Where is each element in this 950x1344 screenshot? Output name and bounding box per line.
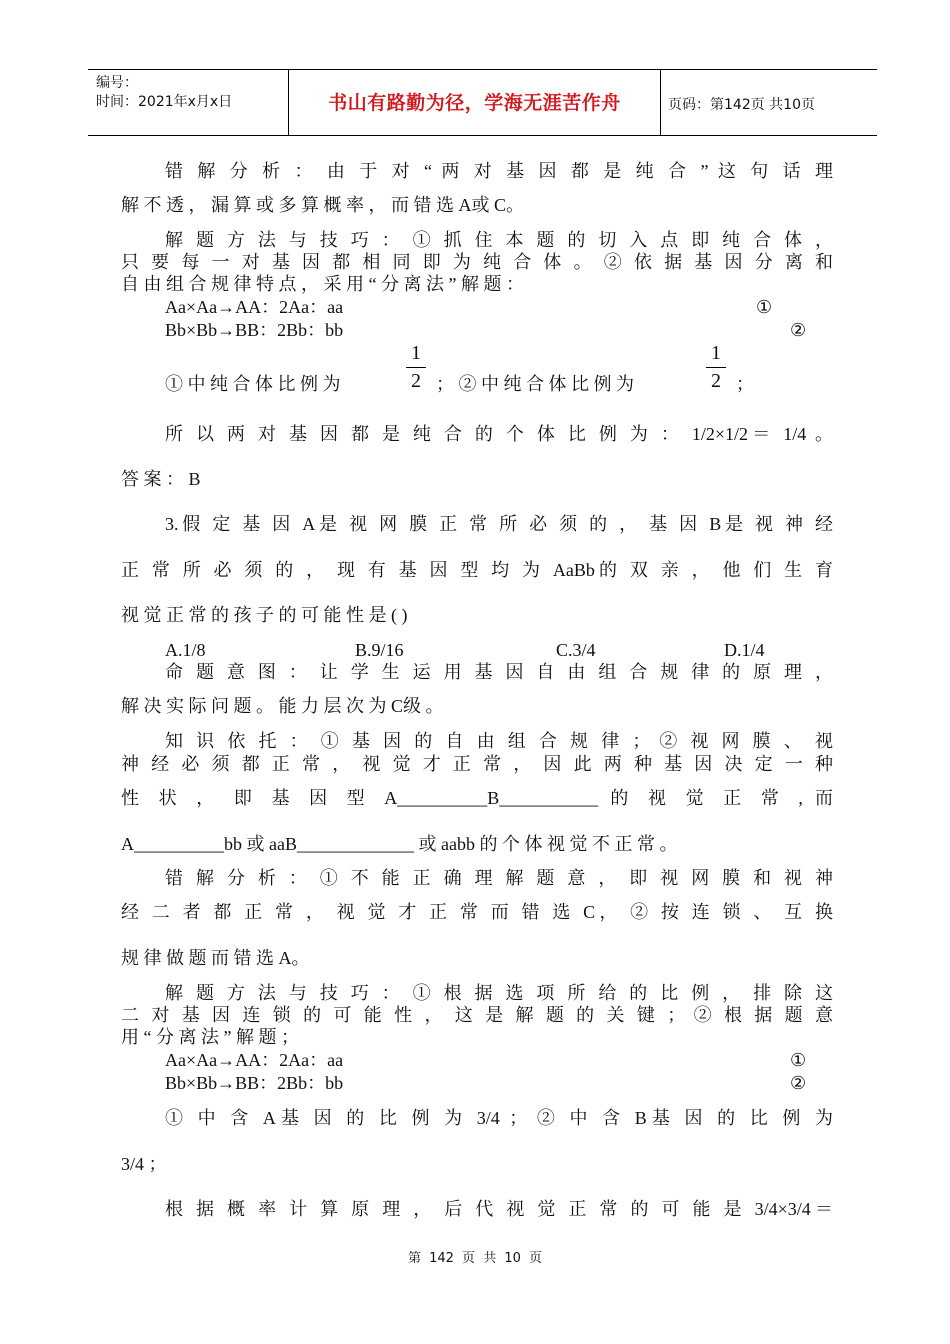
text-line: ； xyxy=(736,374,754,394)
text-line: 根 据 概 率 计 算 原 理 ， 后 代 视 觉 正 常 的 可 能 是 3/4×3/4＝ xyxy=(165,1199,833,1219)
text-line: 经 二 者 都 正 常 ， 视 觉 才 正 常 而 错 选 C， ② 按 连 锁 、 互 换 xyxy=(121,902,833,922)
text-line: 解 题 方 法 与 技 巧 ： ① 抓 住 本 题 的 切 入 点 即 纯 合 体 ， xyxy=(165,230,833,250)
answer-line: 答 案 ： B xyxy=(121,469,201,489)
text-line: 解 决 实 际 问 题 。 能 力 层 次 为 C级 。 xyxy=(121,696,444,716)
text-line: 错 解 分 析 ： 由 于 对 “ 两 对 基 因 都 是 纯 合 ” 这 句 话 理 xyxy=(165,161,833,181)
fraction-bar xyxy=(706,367,726,368)
fraction-denominator: 2 xyxy=(411,370,421,392)
text-line: 只 要 每 一 对 基 因 都 相 同 即 为 纯 合 体 。 ② 依 据 基 因 分 离 和 xyxy=(121,252,833,272)
fraction-denominator: 2 xyxy=(711,370,721,392)
text-line: ① 中 纯 合 体 比 例 为 xyxy=(165,374,341,394)
header-divider-right xyxy=(660,69,661,136)
text-line: ① 中 含 A基 因 的 比 例 为 3/4 ； ② 中 含 B基 因 的 比 例 为 xyxy=(165,1108,833,1128)
doc-time-label: 时间：2021年x月x日 xyxy=(96,94,233,110)
text-line: 用 “ 分 离 法 ” 解 题 ； xyxy=(121,1027,299,1047)
option-c: C.3/4 xyxy=(556,640,596,660)
page-footer: 第 142 页 共 10 页 xyxy=(407,1251,543,1266)
option-b: B.9/16 xyxy=(355,640,404,660)
text-line: 神 经 必 须 都 正 常 ， 视 觉 才 正 常 ， 因 此 两 种 基 因 决 定 一 种 xyxy=(121,754,833,774)
formula-line: Bb×Bb→BB：2Bb：bb xyxy=(165,1073,344,1093)
text-line: 3/4 ； xyxy=(121,1154,167,1174)
fraction-one-half xyxy=(406,342,426,393)
text-line: 所 以 两 对 基 因 都 是 纯 合 的 个 体 比 例 为 ： 1/2×1/2＝ 1/4 。 xyxy=(165,424,833,444)
option-d: D.1/4 xyxy=(724,640,765,660)
header-top-border xyxy=(88,69,877,70)
text-line: 知 识 依 托 ： ① 基 因 的 自 由 组 合 规 律 ； ② 视 网 膜 、 视 xyxy=(165,731,833,751)
formula-marker: ① xyxy=(756,297,773,317)
text-line: 自 由 组 合 规 律 特 点 ， 采 用 “ 分 离 法 ” 解 题 ： xyxy=(121,274,524,294)
header-bottom-border xyxy=(88,135,877,136)
text-line: 二 对 基 因 连 锁 的 可 能 性 ， 这 是 解 题 的 关 键 ； ② 根 据 题 意 xyxy=(121,1005,833,1025)
text-line: 规 律 做 题 而 错 选 A。 xyxy=(121,948,310,968)
option-a: A.1/8 xyxy=(165,640,206,660)
question-line: 3.假 定 基 因 A是 视 网 膜 正 常 所 必 须 的 ， 基 因 B是 视 神 经 xyxy=(165,514,833,534)
formula-line: Aa×Aa→AA：2Aa：aa xyxy=(165,297,344,317)
header-motto: 书山有路勤为径，学海无涯苦作舟 xyxy=(328,92,621,114)
fraction-numerator: 1 xyxy=(711,342,721,364)
text-line: 命 题 意 图 ： 让 学 生 运 用 基 因 自 由 组 合 规 律 的 原 理 ， xyxy=(165,662,833,682)
fraction-numerator: 1 xyxy=(411,342,421,364)
text-line: 错 解 分 析 ： ① 不 能 正 确 理 解 题 意 ， 即 视 网 膜 和 视 神 xyxy=(165,868,833,888)
formula-line: Aa×Aa→AA：2Aa：aa xyxy=(165,1050,344,1070)
formula-marker: ② xyxy=(790,320,807,340)
doc-code-label: 编号： xyxy=(96,75,138,91)
formula-marker: ① xyxy=(790,1050,807,1070)
text-line: ； ② 中 纯 合 体 比 例 为 xyxy=(436,374,634,394)
text-line: 解 题 方 法 与 技 巧 ： ① 根 据 选 项 所 给 的 比 例 ， 排 除 这 xyxy=(165,983,833,1003)
header-page-info: 页码：第142页 共10页 xyxy=(668,97,815,113)
text-line: 性 状 ， 即 基 因 型 A__________B___________ 的 视 觉 正 常 , 而 xyxy=(121,788,833,808)
question-line: 视 觉 正 常 的 孩 子 的 可 能 性 是 ( ) xyxy=(121,605,408,625)
formula-line: Bb×Bb→BB：2Bb：bb xyxy=(165,320,344,340)
fraction-bar xyxy=(406,367,426,368)
text-line: 解 不 透 ， 漏 算 或 多 算 概 率 ， 而 错 选 A或 C。 xyxy=(121,195,525,215)
question-line: 正 常 所 必 须 的 ， 现 有 基 因 型 均 为 AaBb的 双 亲 ， 他 们 生 育 xyxy=(121,560,833,580)
formula-marker: ② xyxy=(790,1073,807,1093)
text-line: A__________bb 或 aaB_____________ 或 aabb 的 个 体 视 觉 不 正 常 。 xyxy=(121,834,678,854)
fraction-one-half xyxy=(706,342,726,393)
